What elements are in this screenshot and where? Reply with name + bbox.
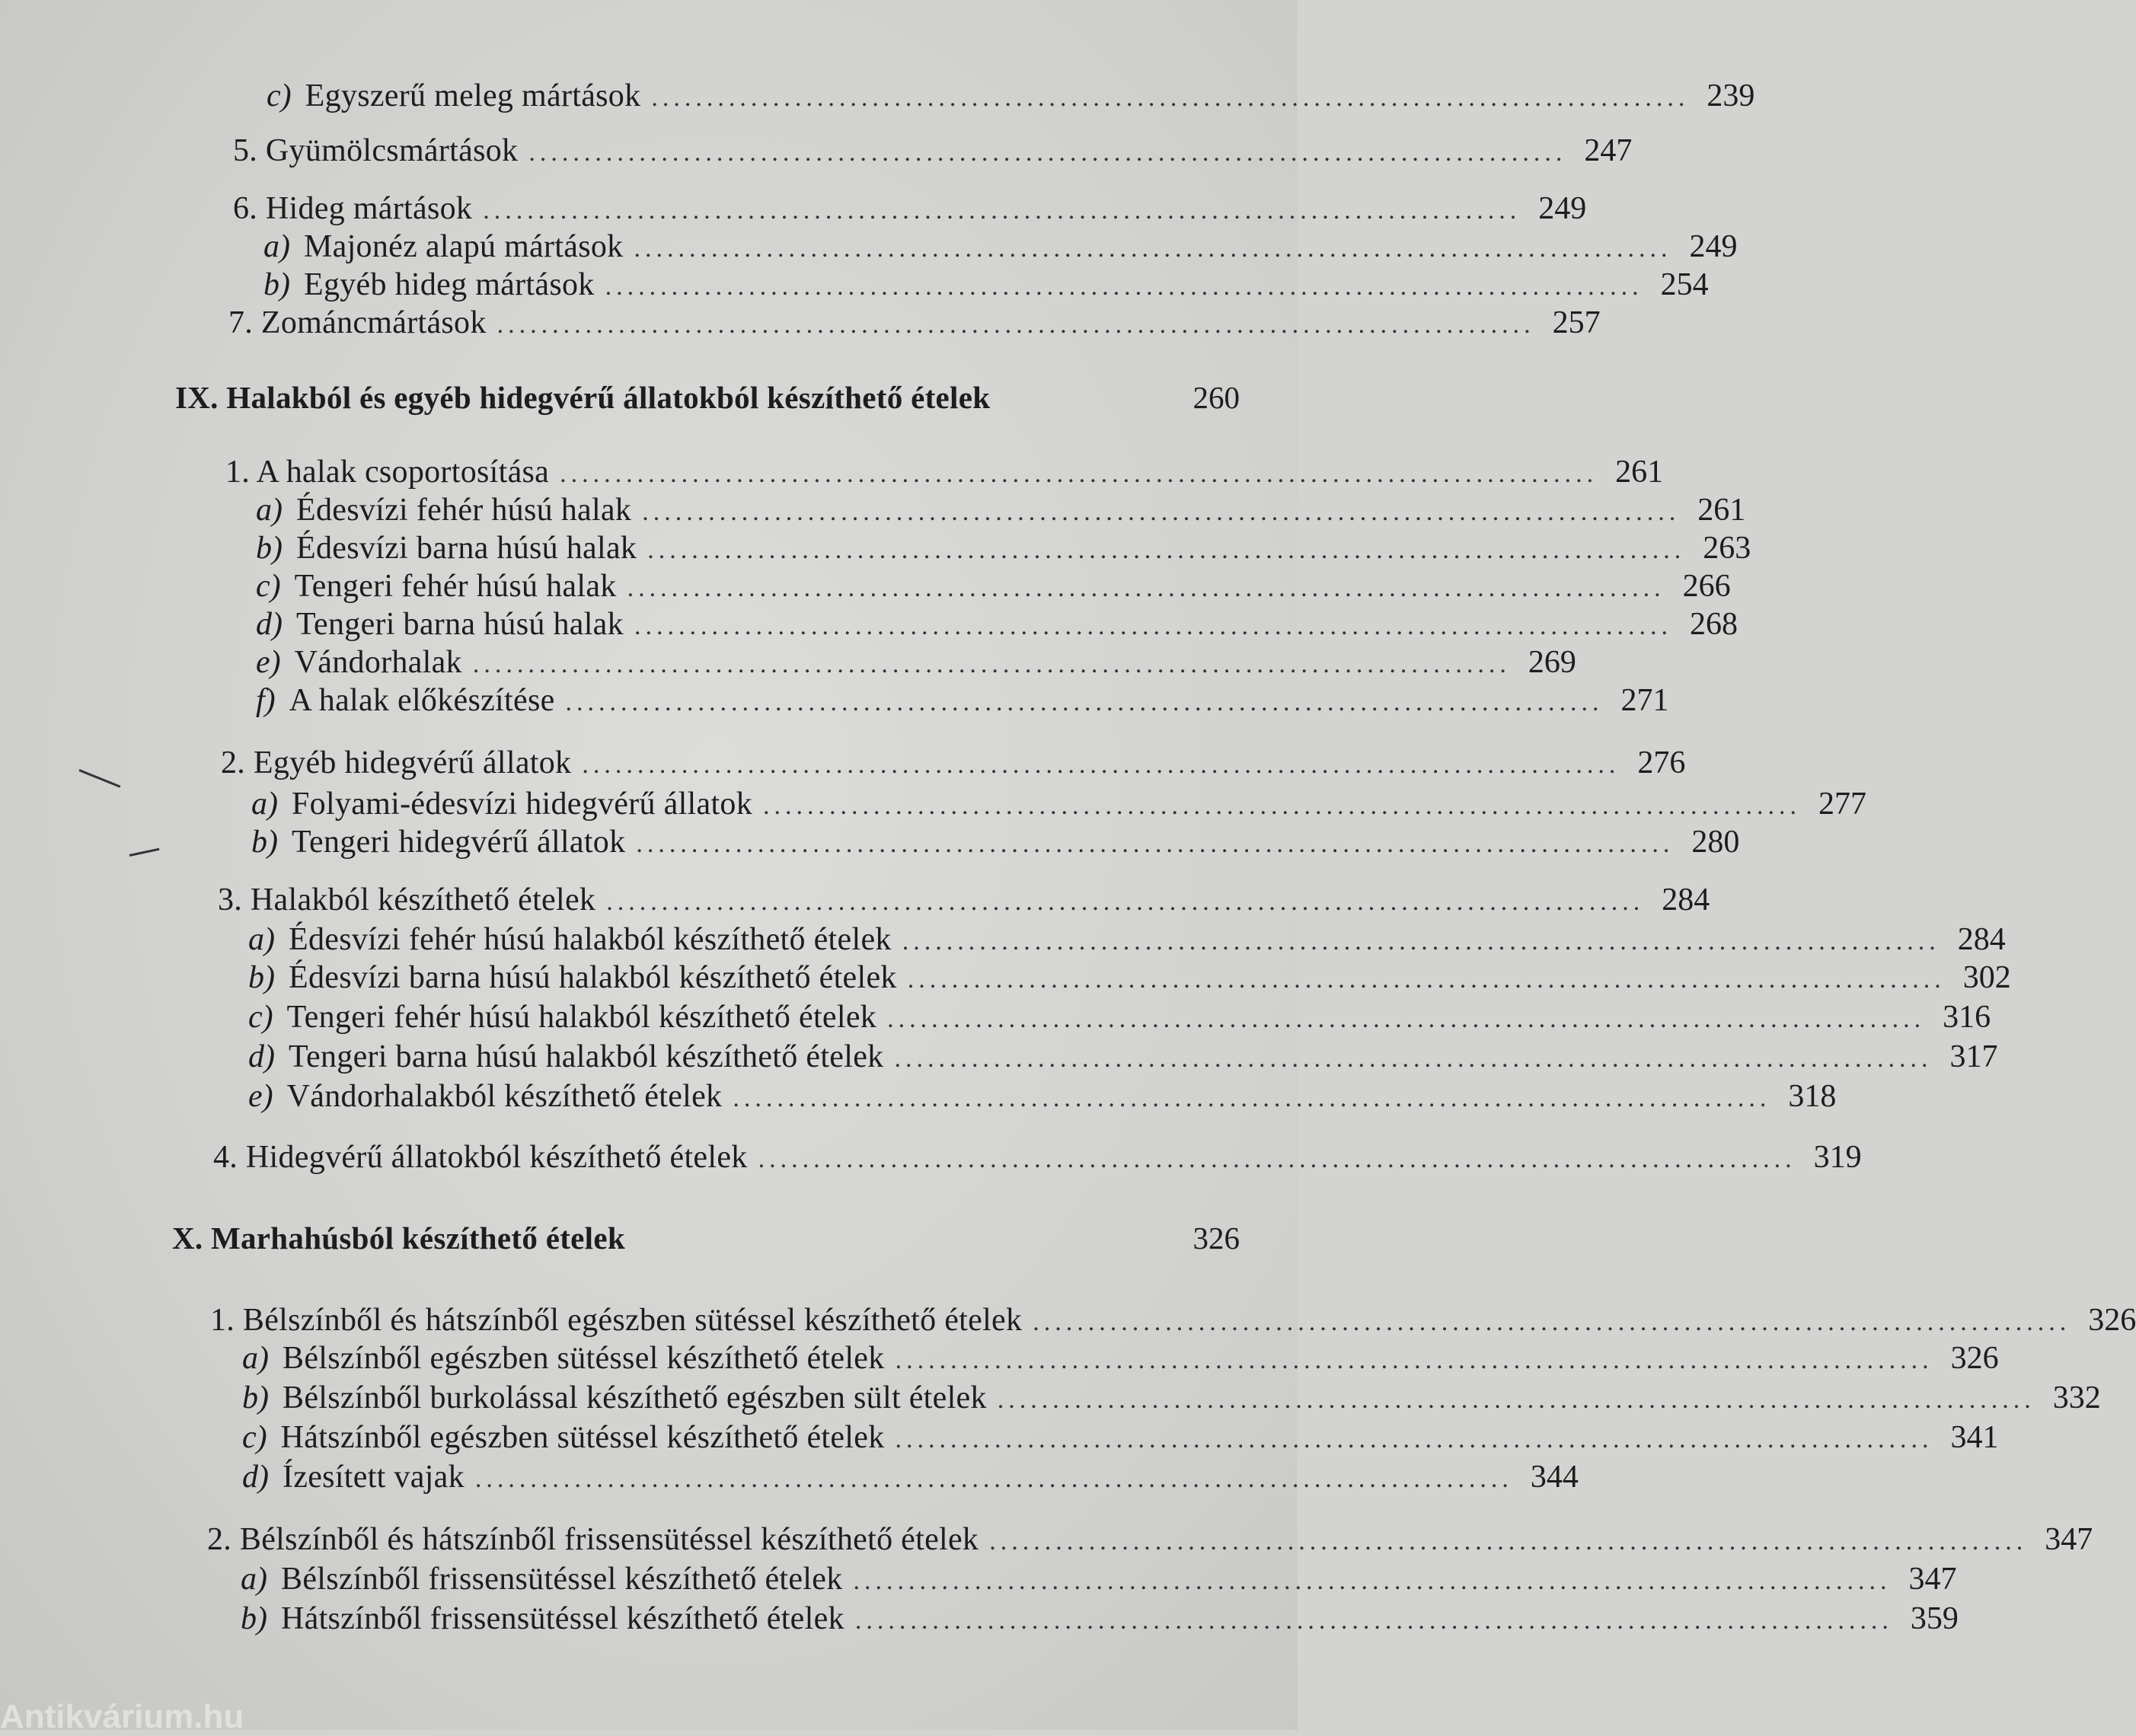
- chapter-page: 260: [1193, 380, 1240, 415]
- entry-page: 271: [1620, 683, 1669, 718]
- leader-dots: ..............................................................................................: [634, 235, 1672, 263]
- leader-dots: ..............................................................................................: [758, 1145, 1796, 1173]
- leader-dots: ..............................................................................................: [763, 792, 1802, 820]
- leader-dots: ..............................................................................................: [474, 1465, 1513, 1493]
- leader-dots: ..............................................................................................: [1033, 1308, 2071, 1336]
- entry-page: 261: [1697, 493, 1746, 528]
- entry-page: 284: [1957, 922, 2006, 957]
- toc-entry: [256, 528, 1751, 568]
- toc-entry: [256, 566, 1731, 606]
- leader-dots: ..............................................................................................: [895, 1425, 1933, 1454]
- leader-dots: ..............................................................................................: [997, 1386, 2035, 1414]
- entry-page: 249: [1538, 191, 1587, 226]
- entry-page: 280: [1691, 825, 1740, 860]
- entry-title: 5. Gyümölcsmártások: [233, 133, 519, 168]
- entry-title: 2. Egyéb hidegvérű állatok: [221, 745, 572, 780]
- entry-label: a): [256, 493, 283, 528]
- entry-page: 318: [1788, 1079, 1837, 1114]
- entry-page: 261: [1615, 455, 1664, 490]
- entry-label: f): [256, 683, 276, 718]
- leader-dots: ..............................................................................................: [887, 1005, 1926, 1033]
- entry-label: b): [256, 531, 283, 566]
- leader-dots: ..............................................................................................: [605, 273, 1643, 301]
- toc-entry: [248, 958, 2011, 997]
- entry-page: 359: [1910, 1601, 1959, 1636]
- toc-entry: [248, 1077, 1837, 1116]
- leader-dots: ..............................................................................................: [854, 1607, 1893, 1635]
- entry-page: 269: [1528, 645, 1576, 680]
- entry-title: Folyami-édesvízi hidegvérű állatok: [292, 787, 753, 822]
- entry-page: 254: [1660, 267, 1709, 302]
- entry-title: Hátszínből frissensütéssel készíthető ételek: [281, 1601, 845, 1636]
- toc-entry: [233, 189, 1587, 228]
- toc-entry: [251, 822, 1740, 862]
- toc-entry: [210, 1300, 2136, 1340]
- toc-entry: [221, 743, 1686, 783]
- entry-title: Tengeri fehér húsú halak: [294, 569, 617, 604]
- entry-title: Bélszínből egészben sütéssel készíthető ételek: [283, 1341, 885, 1376]
- toc-entry: [256, 605, 1738, 644]
- entry-title: Tengeri hidegvérű állatok: [292, 825, 626, 860]
- entry-page: 332: [2052, 1380, 2101, 1415]
- leader-dots: ..............................................................................................: [647, 536, 1686, 564]
- chapter-title: IX. Halakból és egyéb hidegvérű állatokból készíthető ételek: [175, 380, 991, 415]
- toc-entry: [256, 490, 1746, 530]
- entry-page: 319: [1813, 1140, 1862, 1175]
- toc-entry: [207, 1520, 2093, 1559]
- toc-entry: [256, 643, 1576, 682]
- entry-label: b): [248, 960, 275, 995]
- entry-title: Hátszínből egészben sütéssel készíthető ételek: [280, 1420, 885, 1455]
- toc-entry: [241, 1599, 1959, 1639]
- entry-title: Bélszínből frissensütéssel készíthető ételek: [281, 1562, 843, 1597]
- entry-label: a): [263, 229, 290, 264]
- leader-dots: ..............................................................................................: [627, 574, 1665, 602]
- entry-page: 316: [1943, 1000, 1991, 1035]
- entry-page: 326: [1950, 1341, 1999, 1376]
- entry-page: 249: [1689, 229, 1738, 264]
- leader-dots: ..............................................................................................: [606, 888, 1645, 916]
- entry-title: 1. A halak csoportosítása: [225, 455, 550, 490]
- chapter-page: 326: [1193, 1221, 1240, 1256]
- entry-title: Ízesített vajak: [283, 1460, 465, 1495]
- entry-page: 302: [1962, 960, 2011, 995]
- entry-label: c): [267, 78, 292, 113]
- entry-page: 263: [1703, 531, 1751, 566]
- toc-entry: [218, 880, 1710, 920]
- entry-title: Vándorhalak: [294, 645, 462, 680]
- entry-title: Édesvízi barna húsú halakból készíthető ételek: [289, 960, 897, 995]
- leader-dots: ..............................................................................................: [902, 927, 1940, 956]
- leader-dots: ..............................................................................................: [496, 311, 1535, 339]
- entry-label: d): [256, 607, 283, 642]
- toc-entry: [233, 131, 1633, 171]
- toc-entry: [242, 1339, 1999, 1378]
- toc-entry: [263, 227, 1738, 266]
- entry-title: 1. Bélszínből és hátszínből egészben sütéssel készíthető ételek: [210, 1303, 1023, 1338]
- leader-dots: ..............................................................................................: [528, 139, 1567, 167]
- toc-entry: [213, 1138, 1862, 1177]
- entry-title: 7. Zománcmártások: [228, 305, 487, 340]
- entry-label: a): [251, 787, 278, 822]
- toc-entry: [242, 1378, 2101, 1418]
- chapter-heading: [175, 378, 1240, 417]
- leader-dots: ..............................................................................................: [651, 84, 1690, 112]
- entry-title: Édesvízi fehér húsú halakból készíthető ételek: [289, 922, 892, 957]
- toc-entry: [242, 1418, 1999, 1457]
- entry-page: 247: [1584, 133, 1633, 168]
- entry-page: 347: [1908, 1562, 1957, 1597]
- entry-label: e): [248, 1079, 273, 1114]
- entry-label: c): [242, 1420, 267, 1455]
- entry-label: a): [241, 1562, 267, 1597]
- toc-entry: [267, 76, 1755, 116]
- toc-entry: [263, 265, 1709, 305]
- entry-page: 257: [1552, 305, 1601, 340]
- leader-dots: ..............................................................................................: [560, 460, 1598, 488]
- leader-dots: ..............................................................................................: [634, 612, 1672, 640]
- leader-dots: ..............................................................................................: [472, 650, 1511, 678]
- leader-dots: ..............................................................................................: [853, 1567, 1892, 1595]
- entry-title: 2. Bélszínből és hátszínből frissensütéssel készíthető ételek: [207, 1522, 979, 1557]
- entry-label: d): [242, 1460, 269, 1495]
- entry-page: 341: [1950, 1420, 1999, 1455]
- leader-dots: ..............................................................................................: [894, 1045, 1933, 1073]
- entry-page: 277: [1818, 787, 1867, 822]
- entry-page: 347: [2045, 1522, 2093, 1557]
- entry-page: 276: [1637, 745, 1686, 780]
- leader-dots: ..............................................................................................: [895, 1346, 1933, 1374]
- toc-entry: [256, 681, 1669, 720]
- entry-title: Bélszínből burkolással készíthető egészben sült ételek: [283, 1380, 987, 1415]
- entry-title: 4. Hidegvérű állatokból készíthető ételek: [213, 1140, 748, 1175]
- entry-label: d): [248, 1039, 275, 1074]
- entry-title: 6. Hideg mártások: [233, 191, 473, 226]
- entry-label: a): [248, 922, 275, 957]
- entry-page: 326: [2088, 1303, 2136, 1338]
- leader-dots: ..............................................................................................: [582, 751, 1620, 779]
- entry-title: Tengeri barna húsú halakból készíthető ételek: [289, 1039, 884, 1074]
- entry-title: Édesvízi fehér húsú halak: [296, 493, 632, 528]
- leader-dots: ..............................................................................................: [565, 688, 1604, 716]
- entry-label: e): [256, 645, 281, 680]
- toc-entry: [242, 1457, 1579, 1497]
- entry-title: 3. Halakból készíthető ételek: [218, 882, 596, 917]
- pencil-mark: [78, 769, 120, 788]
- entry-page: 284: [1662, 882, 1710, 917]
- entry-title: Egyszerű meleg mártások: [305, 78, 641, 113]
- entry-title: Tengeri fehér húsú halakból készíthető ételek: [286, 1000, 877, 1035]
- entry-label: a): [242, 1341, 269, 1376]
- entry-label: b): [263, 267, 290, 302]
- entry-page: 239: [1707, 78, 1755, 113]
- entry-label: b): [241, 1601, 267, 1636]
- toc-entry: [248, 997, 1991, 1037]
- entry-label: b): [251, 825, 278, 860]
- leader-dots: ..............................................................................................: [733, 1084, 1771, 1112]
- leader-dots: ..............................................................................................: [636, 830, 1675, 858]
- entry-page: 344: [1530, 1460, 1579, 1495]
- toc-entry: [241, 1559, 1957, 1599]
- leader-dots: ..............................................................................................: [483, 196, 1521, 225]
- entry-page: 317: [1949, 1039, 1998, 1074]
- toc-entry: [225, 452, 1664, 492]
- entry-label: b): [242, 1380, 269, 1415]
- entry-label: c): [248, 1000, 273, 1035]
- chapter-title: X. Marhahúsból készíthető ételek: [172, 1221, 625, 1256]
- entry-label: c): [256, 569, 281, 604]
- toc-entry: [228, 303, 1601, 343]
- pencil-mark: [129, 848, 160, 857]
- leader-dots: ..............................................................................................: [907, 965, 1946, 994]
- toc-entry: [248, 920, 2006, 959]
- entry-title: Vándorhalakból készíthető ételek: [286, 1079, 723, 1114]
- entry-page: 266: [1682, 569, 1731, 604]
- entry-page: 268: [1689, 607, 1738, 642]
- leader-dots: ..............................................................................................: [989, 1527, 2028, 1556]
- watermark: Antikvárium.hu: [0, 1698, 244, 1735]
- toc-entry: [251, 784, 1867, 824]
- entry-title: Édesvízi barna húsú halak: [296, 531, 637, 566]
- entry-title: Tengeri barna húsú halak: [296, 607, 624, 642]
- entry-title: Egyéb hideg mártások: [304, 267, 595, 302]
- entry-title: Majonéz alapú mártások: [304, 229, 624, 264]
- leader-dots: ..............................................................................................: [642, 498, 1681, 526]
- entry-title: A halak előkészítése: [289, 683, 555, 718]
- chapter-heading: [172, 1218, 1240, 1258]
- toc-entry: [248, 1037, 1998, 1077]
